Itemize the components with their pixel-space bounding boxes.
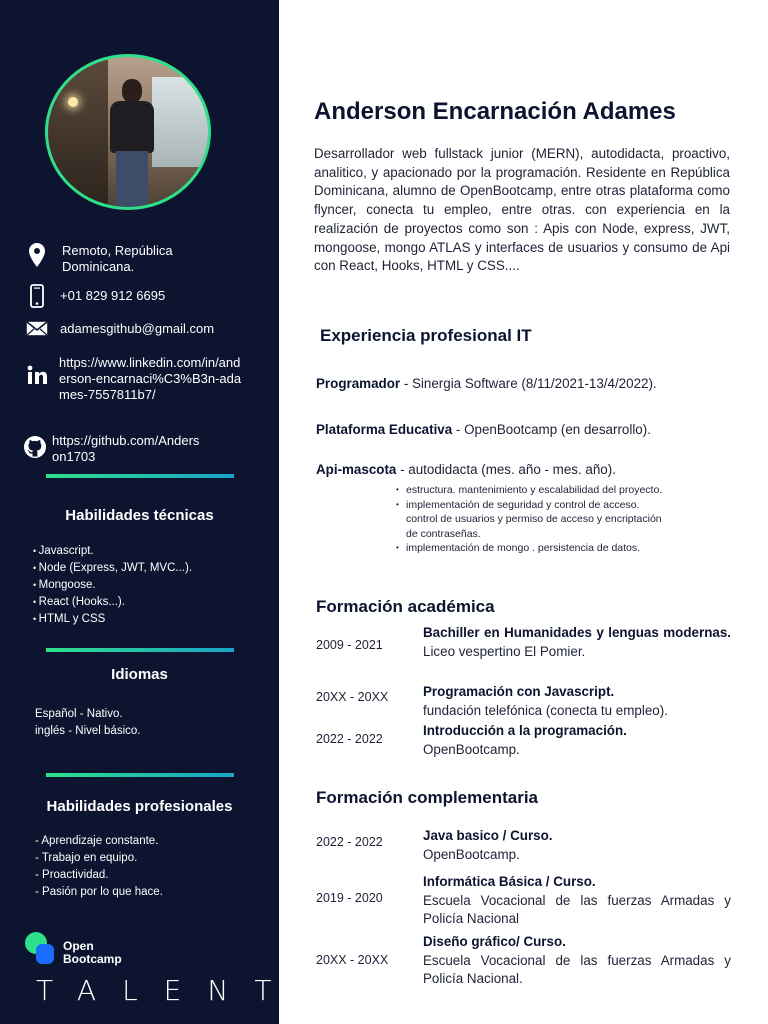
location-pin-icon: [22, 243, 52, 267]
job-detail: - OpenBootcamp (en desarrollo).: [452, 422, 651, 437]
contact-email[interactable]: [22, 321, 214, 337]
list-item-text: de contraseñas.: [406, 527, 481, 540]
openbootcamp-logo: [24, 930, 154, 968]
github-icon: [20, 435, 50, 459]
education-school: OpenBootcamp.: [423, 741, 520, 757]
job-detail: - autodidacta (mes. año - mes. año).: [396, 462, 616, 477]
list-item: • Mongoose.: [33, 577, 192, 594]
education-title: Programación con Javascript.: [423, 684, 615, 699]
experience-heading: Experiencia profesional IT: [320, 326, 532, 345]
profile-photo: [45, 54, 211, 210]
course-school: Escuela Vocacional de las fuerzas Armadas y Policía Nacional.: [423, 952, 731, 987]
list-item-text: control de usuarios y permiso de acceso y encriptación: [406, 513, 662, 525]
project-bullets: [396, 483, 662, 556]
list-item: • Node (Express, JWT, MVC...).: [33, 560, 192, 577]
job-entry: [316, 462, 616, 477]
divider: [46, 773, 234, 777]
languages-heading: Idiomas: [111, 666, 168, 683]
list-item: • implementación de seguridad y control de acceso.: [396, 498, 662, 513]
course-title: Java basico / Curso.: [423, 828, 553, 843]
professional-skills-heading: Habilidades profesionales: [46, 798, 233, 815]
education-school: fundación telefónica (conecta tu empleo).: [423, 702, 668, 718]
education-date: 2022 - 2022: [316, 732, 383, 746]
linkedin-text[interactable]: https://www.linkedin.com/in/anderson-encarnaci%C3%B3n-adames-7557811b7/: [59, 355, 242, 402]
list-item: • HTML y CSS: [33, 611, 192, 628]
mail-icon: [22, 321, 52, 336]
list-item: - Pasión por lo que hace.: [35, 886, 163, 898]
job-title: Api-mascota: [316, 462, 397, 477]
course-school: Escuela Vocacional de las fuerzas Armadas y Policía Nacional: [423, 892, 731, 927]
complementary-heading: Formación complementaria: [316, 788, 539, 807]
profile-summary: Desarrollador web fullstack junior (MERN), autodidacta, proactivo, analitico, y apacionado por la programación. Residente en República Dominicana, alumno de OpenBootcamp, entre otras plataforma como flyncer, conecta tu empleo, entre otras. con experiencia en la realización de proyectos como son : Apis con Node, express, JWT, mongoose, mongo ATLAS y interfaces de usuarios y consumo de Api con React, Hooks, HTML y CSS....: [314, 146, 730, 274]
course-entry: [423, 933, 731, 989]
list-item: - Aprendizaje constante.: [35, 835, 159, 847]
email-text[interactable]: adamesgithub@gmail.com: [60, 321, 215, 336]
list-item: - Trabajo en equipo.: [35, 852, 138, 864]
logo-line-2: Bootcamp: [63, 952, 122, 966]
job-title: Programador: [316, 376, 401, 391]
divider: [46, 648, 234, 652]
course-title: Informática Básica / Curso.: [423, 874, 596, 889]
course-entry: [423, 873, 731, 929]
list-item: inglés - Nivel básico.: [35, 725, 141, 737]
talent-wordmark: TALENT: [36, 974, 298, 1007]
list-item: • estructura. mantenimiento y escalabilidad del proyecto.: [396, 483, 662, 498]
job-detail: - Sinergia Software (8/11/2021-13/4/2022).: [400, 376, 657, 391]
job-entry: [316, 422, 651, 437]
education-heading: Formación académica: [316, 597, 495, 616]
list-item: [396, 527, 662, 542]
course-date: 20XX - 20XX: [316, 953, 389, 967]
education-title: Bachiller en Humanidades y lenguas modernas.: [423, 625, 731, 640]
list-item: • implementación de mongo . persistencia de datos.: [396, 541, 662, 556]
candidate-name: Anderson Encarnación Adames: [314, 98, 676, 125]
job-entry: [316, 376, 657, 391]
education-entry: [423, 624, 731, 661]
education-date: 2009 - 2021: [316, 638, 383, 652]
course-entry: [423, 827, 731, 864]
list-item: • React (Hooks...).: [33, 594, 192, 611]
course-title: Diseño gráfico/ Curso.: [423, 934, 566, 949]
list-item: • Javascript.: [33, 543, 192, 560]
divider: [46, 474, 234, 478]
contact-github[interactable]: [20, 433, 202, 465]
list-item: - Proactividad.: [35, 869, 109, 881]
contact-phone: [22, 284, 165, 308]
phone-text: +01 829 912 6695: [60, 288, 166, 303]
contact-location: [22, 243, 212, 275]
sidebar: [0, 0, 298, 1024]
education-school: Liceo vespertino El Pomier.: [423, 643, 586, 659]
github-text[interactable]: https://github.com/Anderson1703: [52, 433, 200, 464]
course-school: OpenBootcamp.: [423, 846, 520, 862]
course-date: 2022 - 2022: [316, 835, 383, 849]
phone-icon: [22, 284, 52, 308]
tech-skills-heading: Habilidades técnicas: [65, 507, 214, 524]
course-date: 2019 - 2020: [316, 891, 383, 905]
list-item: [396, 512, 662, 527]
logo-line-1: Open: [63, 939, 94, 953]
linkedin-icon: [22, 365, 52, 385]
education-entry: [423, 722, 731, 759]
tech-skills-list: [33, 543, 192, 628]
education-title: Introducción a la programación.: [423, 723, 627, 738]
education-entry: [423, 683, 731, 720]
location-text: Remoto, República Dominicana.: [62, 243, 173, 274]
languages-list: [35, 706, 140, 740]
education-date: 20XX - 20XX: [316, 690, 389, 704]
job-title: Plataforma Educativa: [316, 422, 453, 437]
list-item: Español - Nativo.: [35, 708, 123, 720]
contact-linkedin[interactable]: [22, 355, 247, 403]
professional-skills-list: [35, 833, 163, 901]
